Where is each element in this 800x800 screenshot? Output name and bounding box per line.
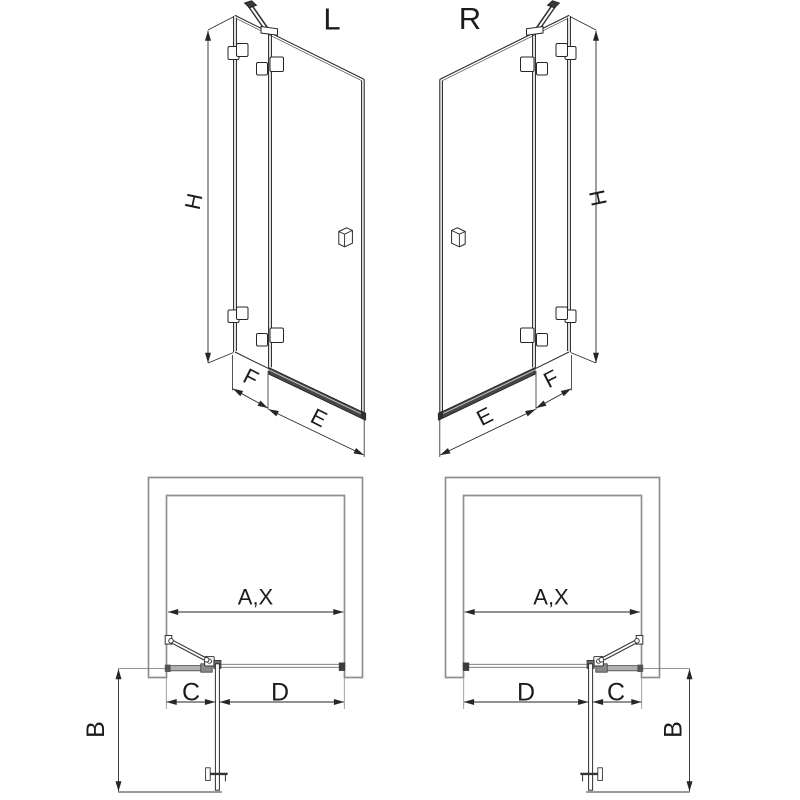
dim-label-d-right: D [516, 678, 536, 707]
dim-label-e-left: E [306, 403, 332, 433]
dim-label-b-left: B [82, 721, 110, 738]
dim-label-f-right: F [539, 364, 563, 394]
plan-view-right [446, 478, 690, 793]
dim-label-f-left: F [239, 363, 263, 392]
dim-label-d-left: D [270, 678, 290, 707]
dim-label-h-right: H [583, 187, 612, 209]
front-view-left [208, 1, 366, 457]
dim-label-ax-right: A,X [533, 584, 569, 610]
dim-label-ax-left: A,X [237, 584, 274, 610]
front-view-left-label: L [323, 1, 341, 37]
dim-label-h-left: H [179, 191, 208, 212]
dim-label-c-left: C [181, 678, 201, 707]
dim-label-e-right: E [472, 401, 497, 431]
dim-label-c-right: C [606, 678, 626, 707]
plan-view-left [118, 478, 362, 793]
front-view-right-label: R [458, 1, 482, 36]
front-view-right [438, 1, 596, 457]
dim-label-b-right: B [659, 721, 688, 738]
